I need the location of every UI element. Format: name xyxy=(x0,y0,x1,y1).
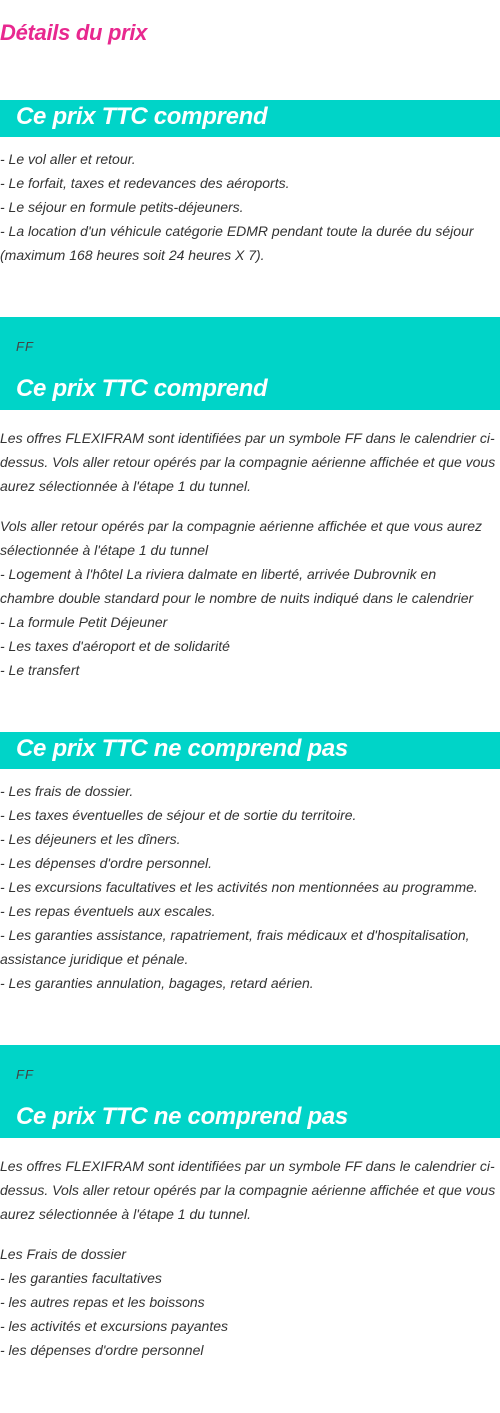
list-item: - La location d'un véhicule catégorie EDMR pendant toute la durée du séjour xyxy=(0,223,474,239)
intro-line: dessus. Vols aller retour opérés par la compagnie aérienne affichée et que vous xyxy=(0,454,496,470)
section-header-included xyxy=(0,100,500,137)
list-item: - Les garanties assistance, rapatriement, frais médicaux et d'hospitalisation, xyxy=(0,927,470,943)
ff-badge: FF xyxy=(16,1067,34,1082)
list-item: - Les déjeuners et les dîners. xyxy=(0,831,181,847)
list-item: - Logement à l'hôtel La riviera dalmate en liberté, arrivée Dubrovnik en xyxy=(0,566,437,582)
list-item: - Le séjour en formule petits-déjeuners. xyxy=(0,199,244,215)
list-item: - les activités et excursions payantes xyxy=(0,1318,228,1334)
ff-not-included-list xyxy=(0,1242,500,1362)
list-item: - Le forfait, taxes et redevances des aéroports. xyxy=(0,175,290,191)
section-title: Ce prix TTC comprend xyxy=(16,103,268,130)
list-item: - La formule Petit Déjeuner xyxy=(0,614,168,630)
section-title: Ce prix TTC ne comprend pas xyxy=(16,1103,348,1130)
list-item: assistance juridique et pénale. xyxy=(0,951,189,967)
page-title: Détails du prix xyxy=(0,20,148,45)
list-item: - Les taxes d'aéroport et de solidarité xyxy=(0,638,230,654)
ff-included-intro xyxy=(0,426,500,498)
list-item: - Les garanties annulation, bagages, retard aérien. xyxy=(0,975,314,991)
list-item: Les Frais de dossier xyxy=(0,1246,127,1262)
list-item: - Les frais de dossier. xyxy=(0,783,134,799)
not-included-list xyxy=(0,779,500,995)
list-item: - Le transfert xyxy=(0,662,80,678)
included-list xyxy=(0,147,500,267)
list-item: - Le vol aller et retour. xyxy=(0,151,136,167)
section-header-ff-not-included xyxy=(0,1045,500,1138)
list-item: chambre double standard pour le nombre de nuits indiqué dans le calendrier xyxy=(0,590,474,606)
list-item: - les garanties facultatives xyxy=(0,1270,162,1286)
list-item: sélectionnée à l'étape 1 du tunnel xyxy=(0,542,209,558)
intro-line: Les offres FLEXIFRAM sont identifiées par un symbole FF dans le calendrier ci- xyxy=(0,1158,495,1174)
list-item: - Les dépenses d'ordre personnel. xyxy=(0,855,213,871)
intro-line: dessus. Vols aller retour opérés par la compagnie aérienne affichée et que vous xyxy=(0,1182,496,1198)
section-header-ff-included xyxy=(0,317,500,410)
ff-badge: FF xyxy=(16,339,34,354)
list-item: - Les taxes éventuelles de séjour et de sortie du territoire. xyxy=(0,807,357,823)
list-item: - Les excursions facultatives et les activités non mentionnées au programme. xyxy=(0,879,478,895)
intro-line: Les offres FLEXIFRAM sont identifiées par un symbole FF dans le calendrier ci- xyxy=(0,430,495,446)
intro-line: aurez sélectionnée à l'étape 1 du tunnel. xyxy=(0,1206,251,1222)
ff-included-list xyxy=(0,514,500,682)
list-item: - les dépenses d'ordre personnel xyxy=(0,1342,204,1358)
list-item: - les autres repas et les boissons xyxy=(0,1294,205,1310)
section-header-not-included xyxy=(0,732,500,769)
list-item: Vols aller retour opérés par la compagnie aérienne affichée et que vous aurez xyxy=(0,518,482,534)
section-title: Ce prix TTC ne comprend pas xyxy=(16,735,348,762)
intro-line: aurez sélectionnée à l'étape 1 du tunnel. xyxy=(0,478,251,494)
list-item: (maximum 168 heures soit 24 heures X 7). xyxy=(0,247,265,263)
section-title: Ce prix TTC comprend xyxy=(16,375,268,402)
ff-not-included-intro xyxy=(0,1154,500,1226)
list-item: - Les repas éventuels aux escales. xyxy=(0,903,216,919)
